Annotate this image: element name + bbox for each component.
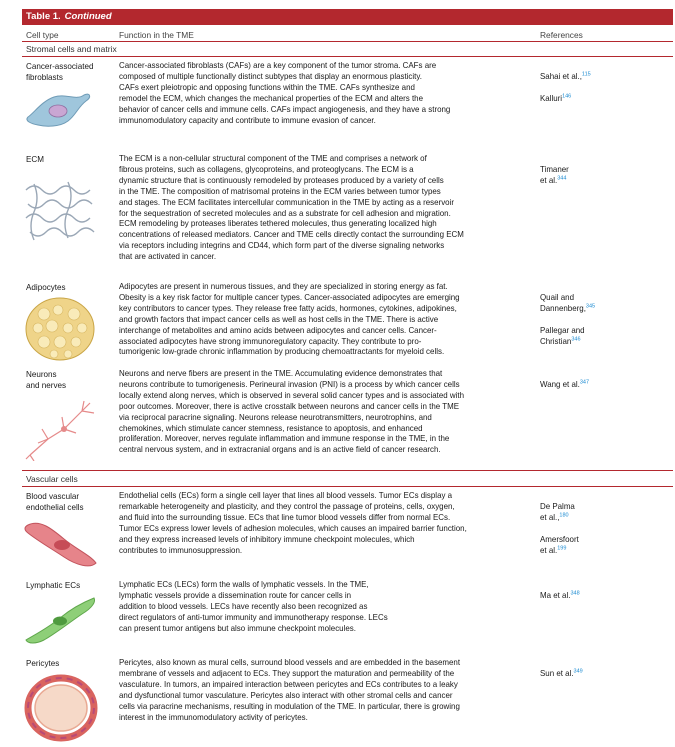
table-continued: Continued <box>64 11 112 22</box>
ref-sup[interactable]: 344 <box>557 175 567 182</box>
cell-references <box>540 154 660 187</box>
ref-text: Sun et al. <box>540 668 574 678</box>
cell-references <box>540 658 660 680</box>
cell-type: Lymphatic ECs <box>26 581 81 590</box>
header-rule <box>22 41 673 42</box>
ref-text: De Palma et al., <box>540 501 575 522</box>
ref-sup[interactable]: 199 <box>557 544 567 551</box>
neuron-illustration <box>24 399 98 461</box>
cell-function: Lymphatic ECs (LECs) form the walls of lymphatic vessels. In the TME, lymphatic vessels provide a dissemination route for cancer cells in addition to blood vessels. LECs have recently also been recognized as direct regulators of anti-tumor immunity and immunotherapy response. LECs can present tumor antigens but also immune checkpoint molecules. <box>119 580 388 633</box>
cell-type: Neurons and nerves <box>26 370 67 390</box>
cell-function: Pericytes, also known as mural cells, surround blood vessels and are embedded in the basement membrane of vessels and adjacent to ECs. They support the maturation and permeability of the vasculature. In tumors, an impaired interaction between pericytes and ECs contributes to a leaky and dysfunctional tumor vasculature. Pericytes also interact with other stromal cells and cancer cells via paracrine mechanisms, resulting in modulation of the TME. In particular, there is growing interest in the immunomodulatory activity of pericytes. <box>119 658 461 722</box>
cell-type: Blood vascular endothelial cells <box>26 492 84 512</box>
table-label: Table 1. <box>26 11 61 22</box>
ref-text: Sahai et al., <box>540 71 582 81</box>
header-function: Function in the TME <box>119 30 194 40</box>
ref-text: Wang et al. <box>540 379 580 389</box>
section-vascular: Vascular cells <box>26 474 78 484</box>
ref-text: Amersfoort et al. <box>540 534 579 555</box>
ref-text: Kalluri <box>540 93 563 103</box>
section-stromal: Stromal cells and matrix <box>26 44 117 54</box>
cell-function: Endothelial cells (ECs) form a single cell layer that lines all blood vessels. Tumor ECs display a remarkable heterogeneity and plasticity, and they control the passage of proteins, cells, oxygen, and fluid into the surrounding tissue. ECs that line tumor blood vessels differ from normal ECs. Tumor ECs express lower levels of adhesion molecules, which causes an impaired barrier function, and they express increased levels of inhibitory immune checkpoint molecules, which contributes to immunosuppression. <box>119 491 467 555</box>
cell-function: The ECM is a non-cellular structural component of the TME and comprises a network of fibrous proteins, such as collagens, glycoproteins, and proteoglycans. The ECM is a dynamic structure that is continuously remodeled by proteases produced by a variety of cells in the TME. The composition of matrisomal proteins in the ECM varies between tumor types and stages. The ECM facilitates intercellular communication in the TME by acting as a reservoir for the sequestration of secreted molecules and as a substrate for cell adhesion and migration. ECM remodeling by proteases liberates tethered molecules, thus generating localized high concentrations of released mediators. Cancer and TME cells directly contact the surrounding ECM via receptors including integrins and CD44, which form part of the diverse signaling networks that are activated in cancer. <box>119 154 464 262</box>
ref-text: Pallegar and Christian <box>540 325 585 346</box>
ref-sup[interactable]: 346 <box>571 335 581 342</box>
cell-references <box>540 61 660 105</box>
cell-type: Pericytes <box>26 659 60 668</box>
ecm-fibers-illustration <box>24 178 98 248</box>
ref-sup[interactable]: 345 <box>585 303 596 310</box>
section-rule-stromal <box>22 56 673 57</box>
lymphatic-ec-illustration <box>24 594 98 646</box>
ref-sup[interactable]: 349 <box>573 668 583 675</box>
cell-references <box>540 491 660 556</box>
ref-text: Quail and Dannenberg, <box>540 292 586 313</box>
ref-sup[interactable]: 347 <box>579 379 590 386</box>
ref-sup[interactable]: 180 <box>559 512 569 519</box>
cell-references <box>540 282 660 347</box>
cell-references <box>540 580 660 602</box>
fibroblast-illustration <box>24 87 94 131</box>
cell-references <box>540 369 660 391</box>
ref-sup[interactable]: 115 <box>581 71 591 78</box>
header-cell-type: Cell type <box>26 30 59 40</box>
cell-function: Cancer-associated fibroblasts (CAFs) are a key component of the tumor stroma. CAFs are composed of multiple functionally distinct subtypes that display an enormous plasticity. CAFs exert pleiotropic and opposing functions within the TME. CAFs synthesize and remodel the ECM, which changes the mechanical properties of the ECM and alters the behavior of cancer cells and immune cells. CAFs impact angiogenesis, and they have a strong immunomodulatory capacity and contribute to immune evasion of cancer. <box>119 61 451 125</box>
ref-sup[interactable]: 348 <box>570 590 580 597</box>
section-rule-vascular <box>22 486 673 487</box>
ref-text: Timaner et al. <box>540 164 569 185</box>
adipocyte-illustration <box>24 296 96 362</box>
cell-function: Neurons and nerve fibers are present in the TME. Accumulating evidence demonstrates that neurons contribute to tumorigenesis. Perineural invasion (PNI) is a process by which cancer cells locally extend along nerves, which is observed in several solid cancer types and is associated with poor outcomes. Moreover, there is active crosstalk between neurons and cancer cells in the TME via reciprocal paracrine signaling. Neurons release neurotransmitters, neurotrophins, and chemokines, which stimulate cancer stemness, resistance to apoptosis, and enhanced proliferation. Moreover, nerves regulate inflammation and immune response in the TME, in the central nervous system, and in extracranial organs and is an active field of cancer research. <box>119 369 465 455</box>
header-references: References <box>540 30 583 40</box>
cell-type: ECM <box>26 155 44 164</box>
ref-sup[interactable]: 146 <box>562 93 572 100</box>
cell-type: Cancer-associated fibroblasts <box>26 62 94 82</box>
ref-text: Ma et al. <box>540 590 571 600</box>
section-rule-top-vascular <box>22 470 673 471</box>
cell-function: Adipocytes are present in numerous tissues, and they are specialized in storing energy as fat. Obesity is a key risk factor for multiple cancer types. Cancer-associated adipocytes are emerging key contributors to cancer types. They release free fatty acids, hormones, cytokines, adipokines, and growth factors that impact cancer cells as well as host cells in the TME. There is active interchange of metabolites and amino acids between adipocytes and cancer cells. Cancer- associated adipocytes have strong immunoregulatory capacity. They contribute to pro- tumorigenic low-grade chronic inflammation by producing chemoattractants for myeloid cells. <box>119 282 460 357</box>
cell-type: Adipocytes <box>26 283 66 292</box>
pericyte-illustration <box>24 672 98 742</box>
endothelial-cell-illustration <box>24 515 98 569</box>
table-title <box>22 9 673 25</box>
